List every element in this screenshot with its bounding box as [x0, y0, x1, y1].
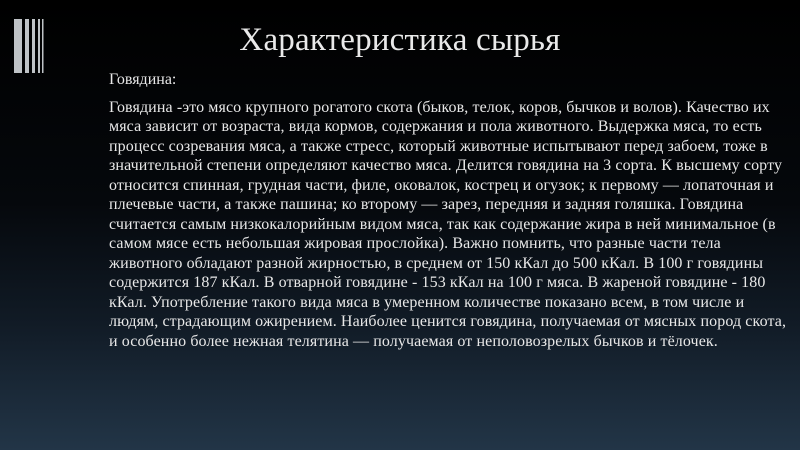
slide-content [109, 70, 789, 351]
body-paragraph: Говядина -это мясо крупного рогатого скота (быков, телок, коров, бычков и волов). Качество их мяса зависит от возраста, вида кормов, содержания и пола животного. Выдержка мяса, то есть процесс созревания мяса, а также стресс, который животные испытывают перед забоем, тоже в значительной степени определяют качество мяса. Делится говядина на 3 сорта. К высшему сорту относится спинная, грудная части, филе, оковалок, кострец и огузок; к первому — лопаточная и плечевые части, а также пашина; ко второму — зарез, передняя и задняя голяшка. Говядина считается самым низкокалорийным видом мяса, так как содержание жира в ней минимальное (в самом мясе есть небольшая жировая прослойка). Важно помнить, что разные части тела животного обладают разной жирностью, в среднем от 150 кКал до 500 кКал. В 100 г говядины содержится 187 кКал. В отварной говядине - 153 кКал на 100 г мяса. В жареной говядине - 180 кКал. Употребление такого вида мяса в умеренном количестве показано всем, в том числе и людям, страдающим ожирением. Наиболее ценится говядина, получаемая от мясных пород скота, и особенно более нежная телятина — получаемая от неполовозрелых бычков и тёлочек. [109, 98, 787, 350]
section-label: Говядина: [109, 71, 177, 88]
slide-title: Характеристика сырья [239, 22, 561, 58]
